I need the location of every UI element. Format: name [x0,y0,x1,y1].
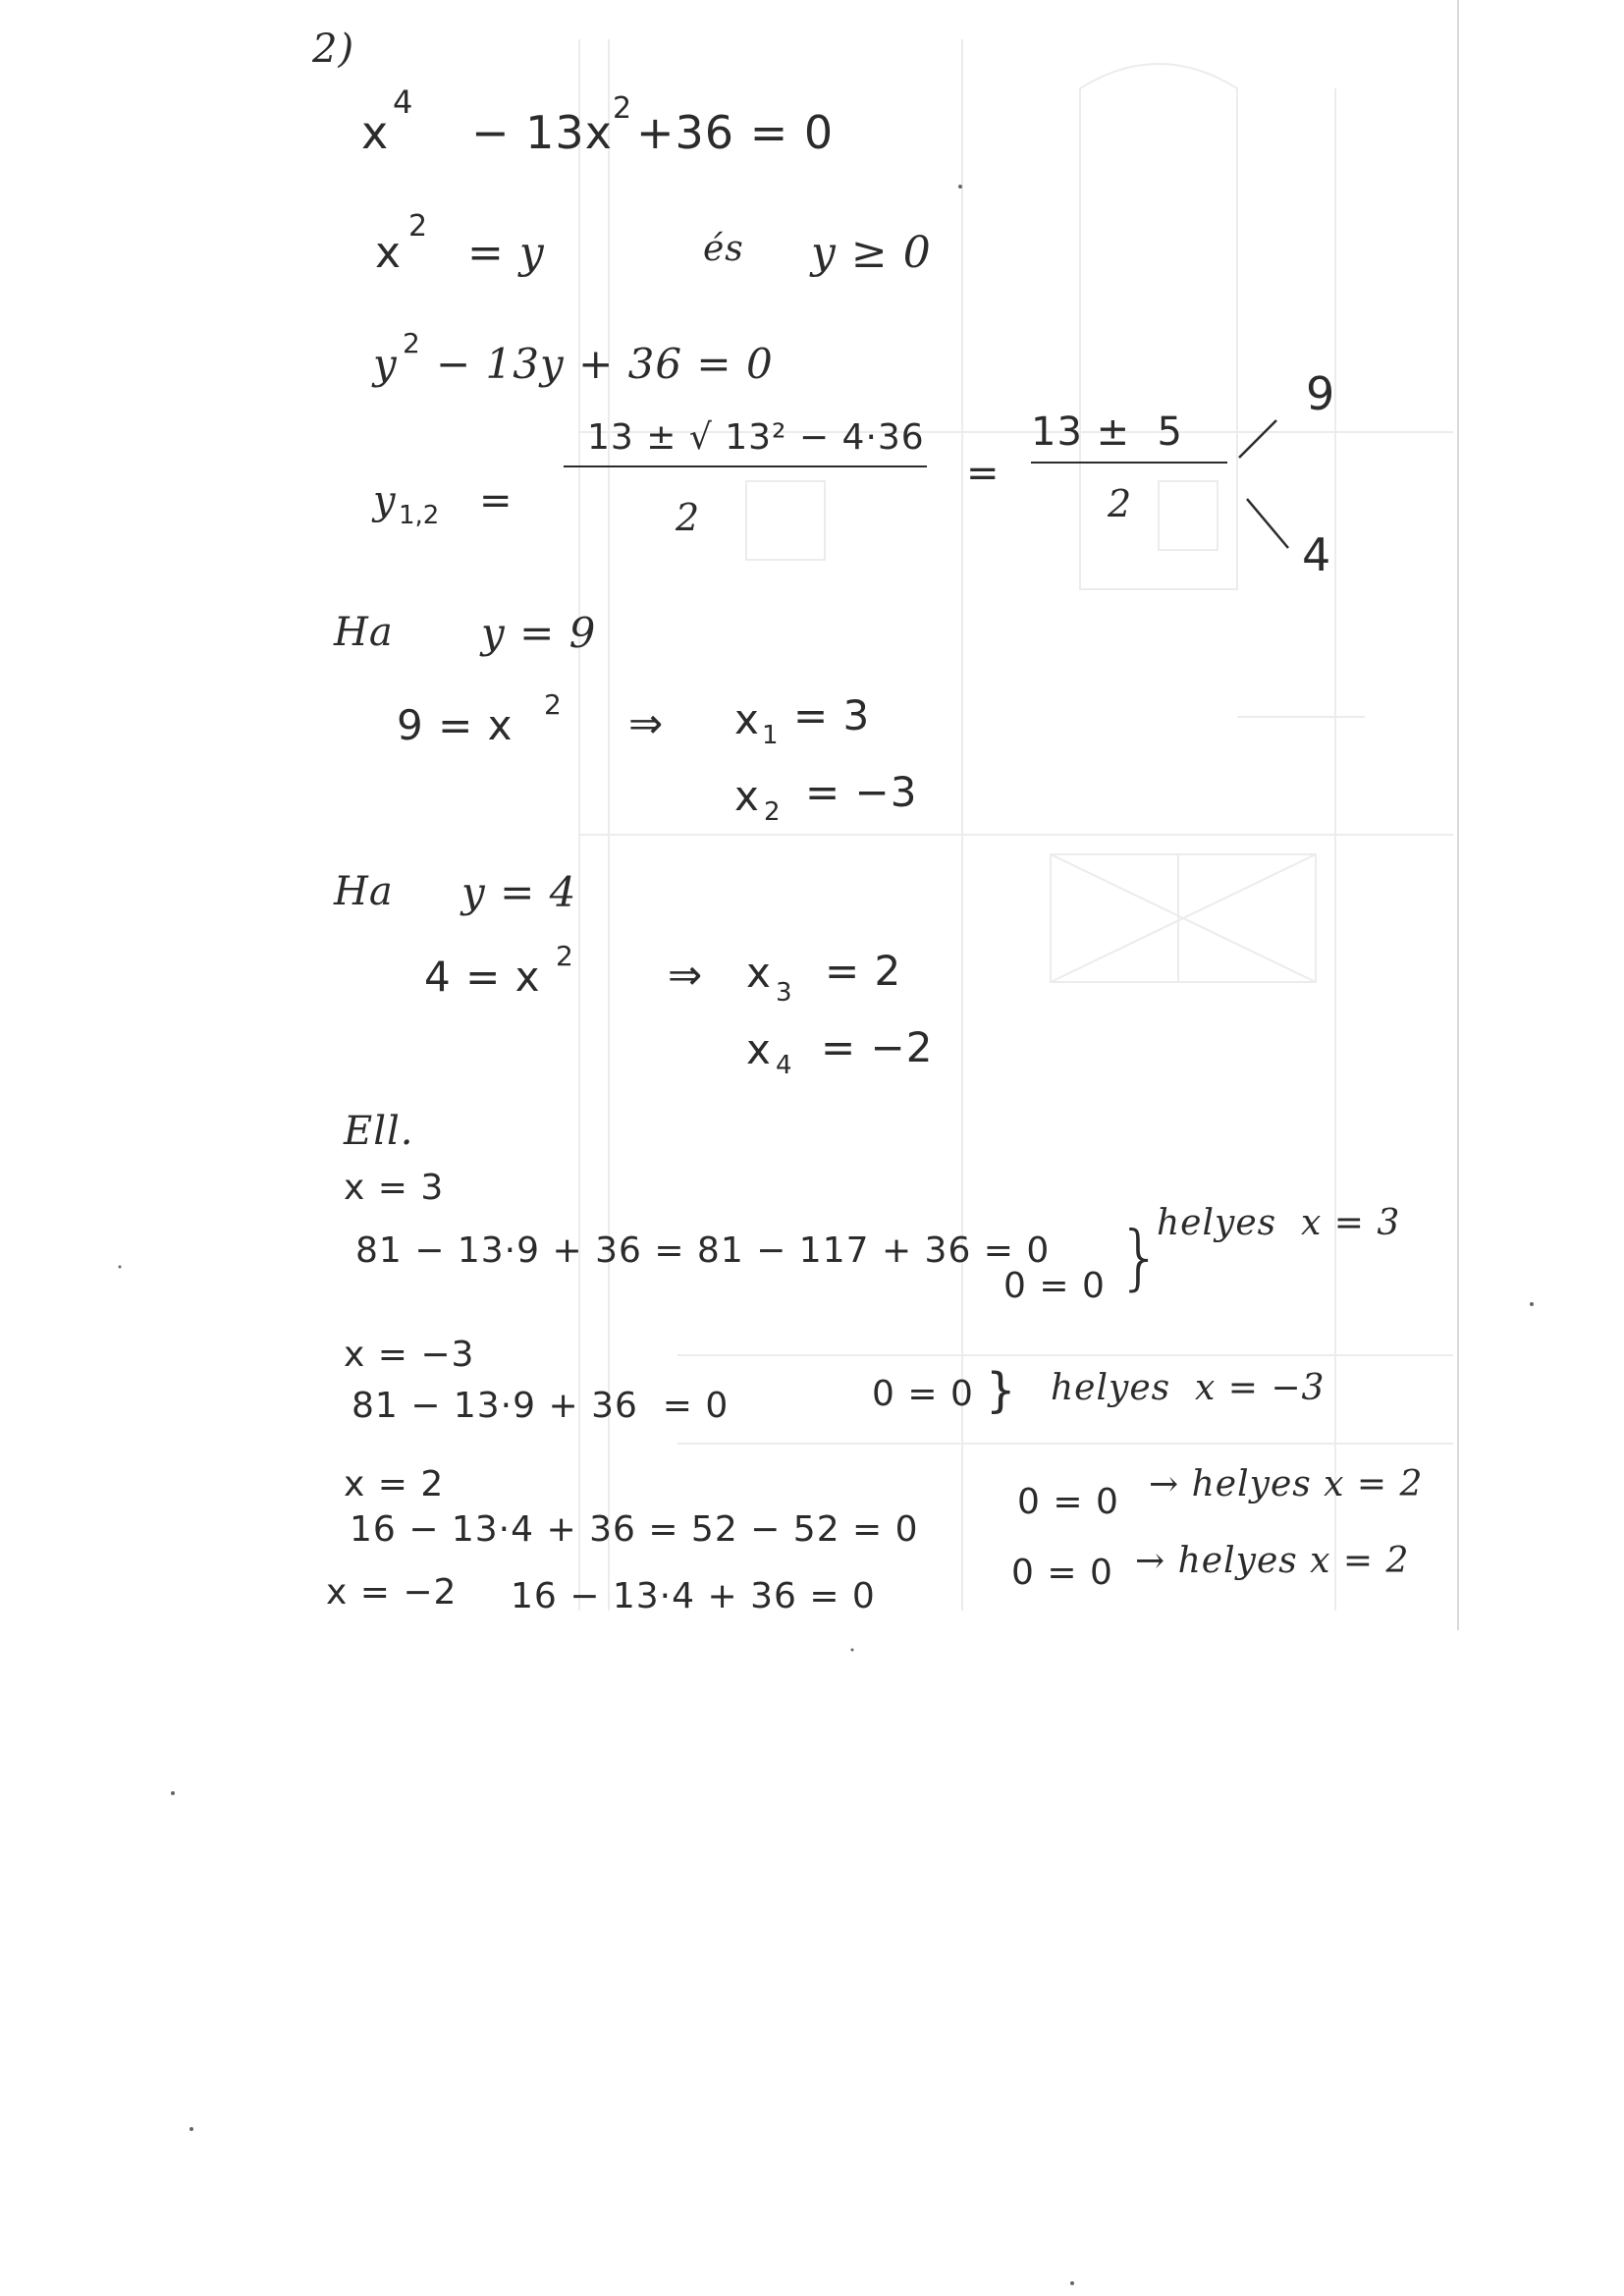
check-b-brace: } [986,1363,1017,1418]
quadratic-base: y [373,340,398,388]
check-c-x: x = 2 [344,1464,445,1504]
quadratic-exponent: 2 [403,327,420,359]
substitution-left-exponent: 2 [408,209,428,244]
problem-label: 2) [312,27,355,72]
case1-condition: y = 9 [481,609,597,657]
check-d-x: x = −2 [326,1572,458,1613]
case2-equation: 4 = x [424,953,541,1001]
case1-arrow: ⇒ [628,699,665,747]
check-d-line: 16 − 13·4 + 36 = 0 [511,1576,876,1616]
case2-x3-subscript: 3 [776,978,792,1008]
case1-x2-label: x [734,772,760,820]
check-a-x: x = 3 [344,1168,445,1208]
check-a-brace: } [1117,1216,1164,1298]
check-c-line: 16 − 13·4 + 36 = 52 − 52 = 0 [350,1509,919,1550]
case2-x4-label: x [746,1025,772,1073]
equation-exponent: 4 [393,83,413,121]
substitution-eq: = y [467,228,545,278]
substitution-conjunction: és [703,229,744,269]
equation-base: x [361,106,390,159]
case2-x4-value: = −2 [821,1023,934,1071]
case2-condition: y = 4 [461,868,577,916]
check-b-equation: 0 = 0 [872,1374,974,1414]
case1-x2-value: = −3 [805,768,918,816]
check-a-line: 81 − 13·9 + 36 = 81 − 117 + 36 = 0 [355,1230,1051,1271]
formula-label-equals: = [479,478,514,523]
case1-equation: 9 = x [397,701,514,749]
formula-label-subscript: 1,2 [399,501,440,530]
formula-second-denominator: 2 [1108,482,1133,525]
substitution-left: x [375,228,403,278]
check-a-result: helyes x = 3 [1157,1203,1401,1243]
case2-exponent: 2 [556,940,573,972]
check-c-result: → helyes x = 2 [1149,1464,1424,1504]
equation-middle-exponent: 2 [613,91,632,126]
formula-label: y [373,478,397,523]
check-c-equation: 0 = 0 [1017,1482,1119,1522]
case2-arrow: ⇒ [668,951,704,999]
formula-second-equals: = [966,451,1001,496]
equation-middle-term: − 13x [471,106,613,159]
formula-second-numerator: 13 ± 5 [1031,410,1184,455]
equation-rhs: +36 = 0 [636,106,835,159]
case2-x4-subscript: 4 [776,1051,792,1080]
case1-x2-subscript: 2 [764,797,781,827]
case1-exponent: 2 [544,688,562,721]
formula-numerator: 13 ± √ 13² − 4·36 [587,417,925,458]
check-a-line2: 0 = 0 [1003,1266,1106,1306]
check-d-result: → helyes x = 2 [1135,1541,1410,1581]
formula-root-one: 9 [1306,367,1336,420]
case1-x1-subscript: 1 [762,721,779,750]
case2-x3-value: = 2 [825,947,902,995]
check-d-equation: 0 = 0 [1011,1553,1113,1593]
substitution-condition: y ≥ 0 [811,228,932,278]
case1-label: Ha [334,610,394,655]
case2-label: Ha [334,869,394,914]
case1-x1-label: x [734,695,760,743]
check-b-line: 81 − 13·9 + 36 = 0 [352,1386,730,1426]
check-title: Ell. [344,1109,414,1154]
case2-x3-label: x [746,949,772,997]
formula-denominator: 2 [676,496,701,539]
check-b-x: x = −3 [344,1335,475,1375]
check-b-result: helyes x = −3 [1051,1368,1326,1408]
quadratic-rest: − 13y + 36 = 0 [436,340,774,388]
case1-x1-value: = 3 [793,691,871,739]
formula-root-two: 4 [1302,528,1332,581]
